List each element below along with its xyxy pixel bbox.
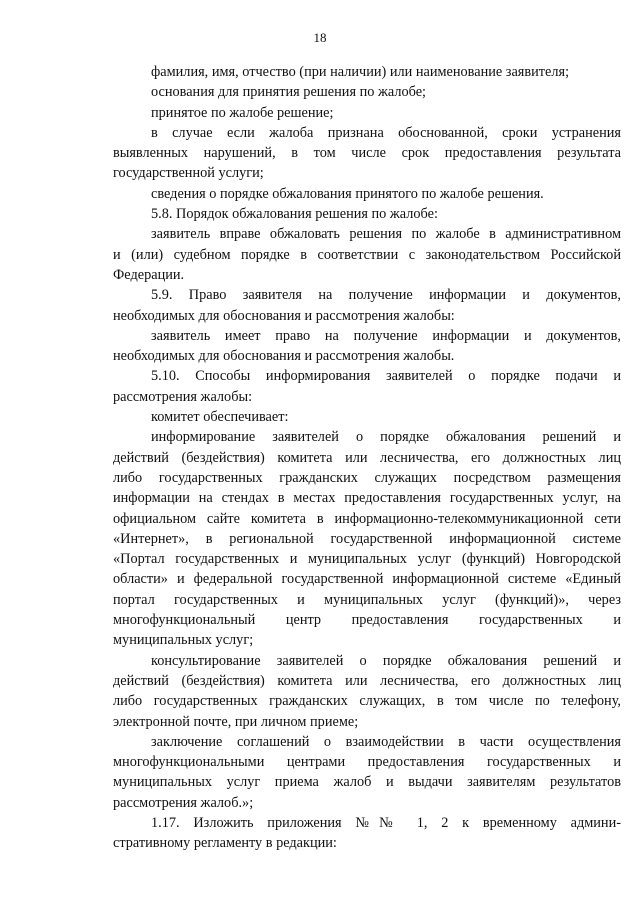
paragraph-line: заключение соглашений о взаимодействии в части осуществления <box>151 733 621 750</box>
paragraph-line: выявленных нарушений, в том числе срок предоставления результата <box>113 145 621 162</box>
paragraph-line: области» и федеральной государственной информационной системе «Единый <box>113 571 621 588</box>
document-body <box>113 62 621 854</box>
paragraph-line: информации на стендах в местах предоставления государственных услуг, на <box>113 490 621 507</box>
paragraph <box>113 224 621 285</box>
paragraph-line: информирование заявителей о порядке обжалования решений и <box>151 429 621 446</box>
paragraph-line: электронной почте, при личном приеме; <box>113 713 359 730</box>
paragraph-line: муниципальных услуг; <box>113 632 254 649</box>
paragraph-line: консультирование заявителей о порядке обжалования решений и <box>151 652 621 669</box>
paragraph <box>113 123 621 184</box>
paragraph-line: «Портал государственных и муниципальных услуг (функций) Новгородской <box>113 551 621 568</box>
paragraph-line: в случае если жалоба признана обоснованной, сроки устранения <box>151 124 621 141</box>
paragraph-line: муниципальных услуг приема жалоб и выдачи заявителям результатов <box>113 774 621 791</box>
paragraph-line: 1.17. Изложить приложения №№ 1, 2 к временному админи- <box>151 814 621 831</box>
paragraph-line: основания для принятия решения по жалобе; <box>151 84 427 101</box>
paragraph-line: либо государственных гражданских служащих посредством размещения <box>113 469 621 486</box>
paragraph-line: многофункциональными центрами предоставления государственных и <box>113 754 621 771</box>
page-number: 18 <box>313 30 327 45</box>
paragraph-line: заявитель вправе обжаловать решения по жалобе в административном <box>151 226 621 243</box>
paragraph <box>113 407 621 427</box>
paragraph <box>113 366 621 407</box>
paragraph <box>113 427 621 650</box>
paragraph-line: 5.9. Право заявителя на получение информации и документов, <box>151 287 621 304</box>
paragraph-line: «Интернет», в региональной государственной информационной системе <box>113 530 621 547</box>
paragraph-line: принятое по жалобе решение; <box>151 104 334 121</box>
paragraph <box>113 184 621 204</box>
paragraph-line: рассмотрения жалобы: <box>113 388 253 405</box>
paragraph <box>113 103 621 123</box>
paragraph-line: сведения о порядке обжалования принятого по жалобе решения. <box>151 185 544 202</box>
paragraph-line: рассмотрения жалоб.»; <box>113 794 254 811</box>
paragraph <box>113 813 621 854</box>
paragraph <box>113 62 621 82</box>
paragraph-line: и (или) судебном порядке в соответствии с законодательством Российской <box>113 246 621 263</box>
paragraph-line: официальном сайте комитета в информационно-телекоммуникационной сети <box>113 510 621 527</box>
paragraph-line: государственной услуги; <box>113 165 264 182</box>
paragraph <box>113 732 621 813</box>
paragraph <box>113 82 621 102</box>
paragraph-line: комитет обеспечивает: <box>151 409 289 426</box>
paragraph-line: Федерации. <box>113 266 185 283</box>
paragraph-line: необходимых для обоснования и рассмотрения жалобы: <box>113 307 455 324</box>
paragraph-line: необходимых для обоснования и рассмотрения жалобы. <box>113 348 455 365</box>
paragraph <box>113 285 621 326</box>
paragraph <box>113 204 621 224</box>
paragraph <box>113 651 621 732</box>
paragraph-line: действий (бездействия) комитета или лесничества, его должностных лиц <box>113 672 621 689</box>
paragraph-line: заявитель имеет право на получение информации и документов, <box>151 327 621 344</box>
paragraph-line: действий (бездействия) комитета или лесничества, его должностных лиц <box>113 449 621 466</box>
paragraph-line: стративному регламенту в редакции: <box>113 835 337 852</box>
paragraph-line: 5.8. Порядок обжалования решения по жалобе: <box>151 206 438 223</box>
paragraph-line: 5.10. Способы информирования заявителей о порядке подачи и <box>151 368 621 385</box>
paragraph <box>113 326 621 367</box>
paragraph-line: фамилия, имя, отчество (при наличии) или наименование заявителя; <box>151 64 570 80</box>
paragraph-line: многофункциональный центр предоставления государственных и <box>113 612 621 629</box>
paragraph-line: портал государственных и муниципальных услуг (функций)», через <box>113 591 621 608</box>
paragraph-line: либо государственных гражданских служащих, в том числе по телефону, <box>113 693 621 710</box>
